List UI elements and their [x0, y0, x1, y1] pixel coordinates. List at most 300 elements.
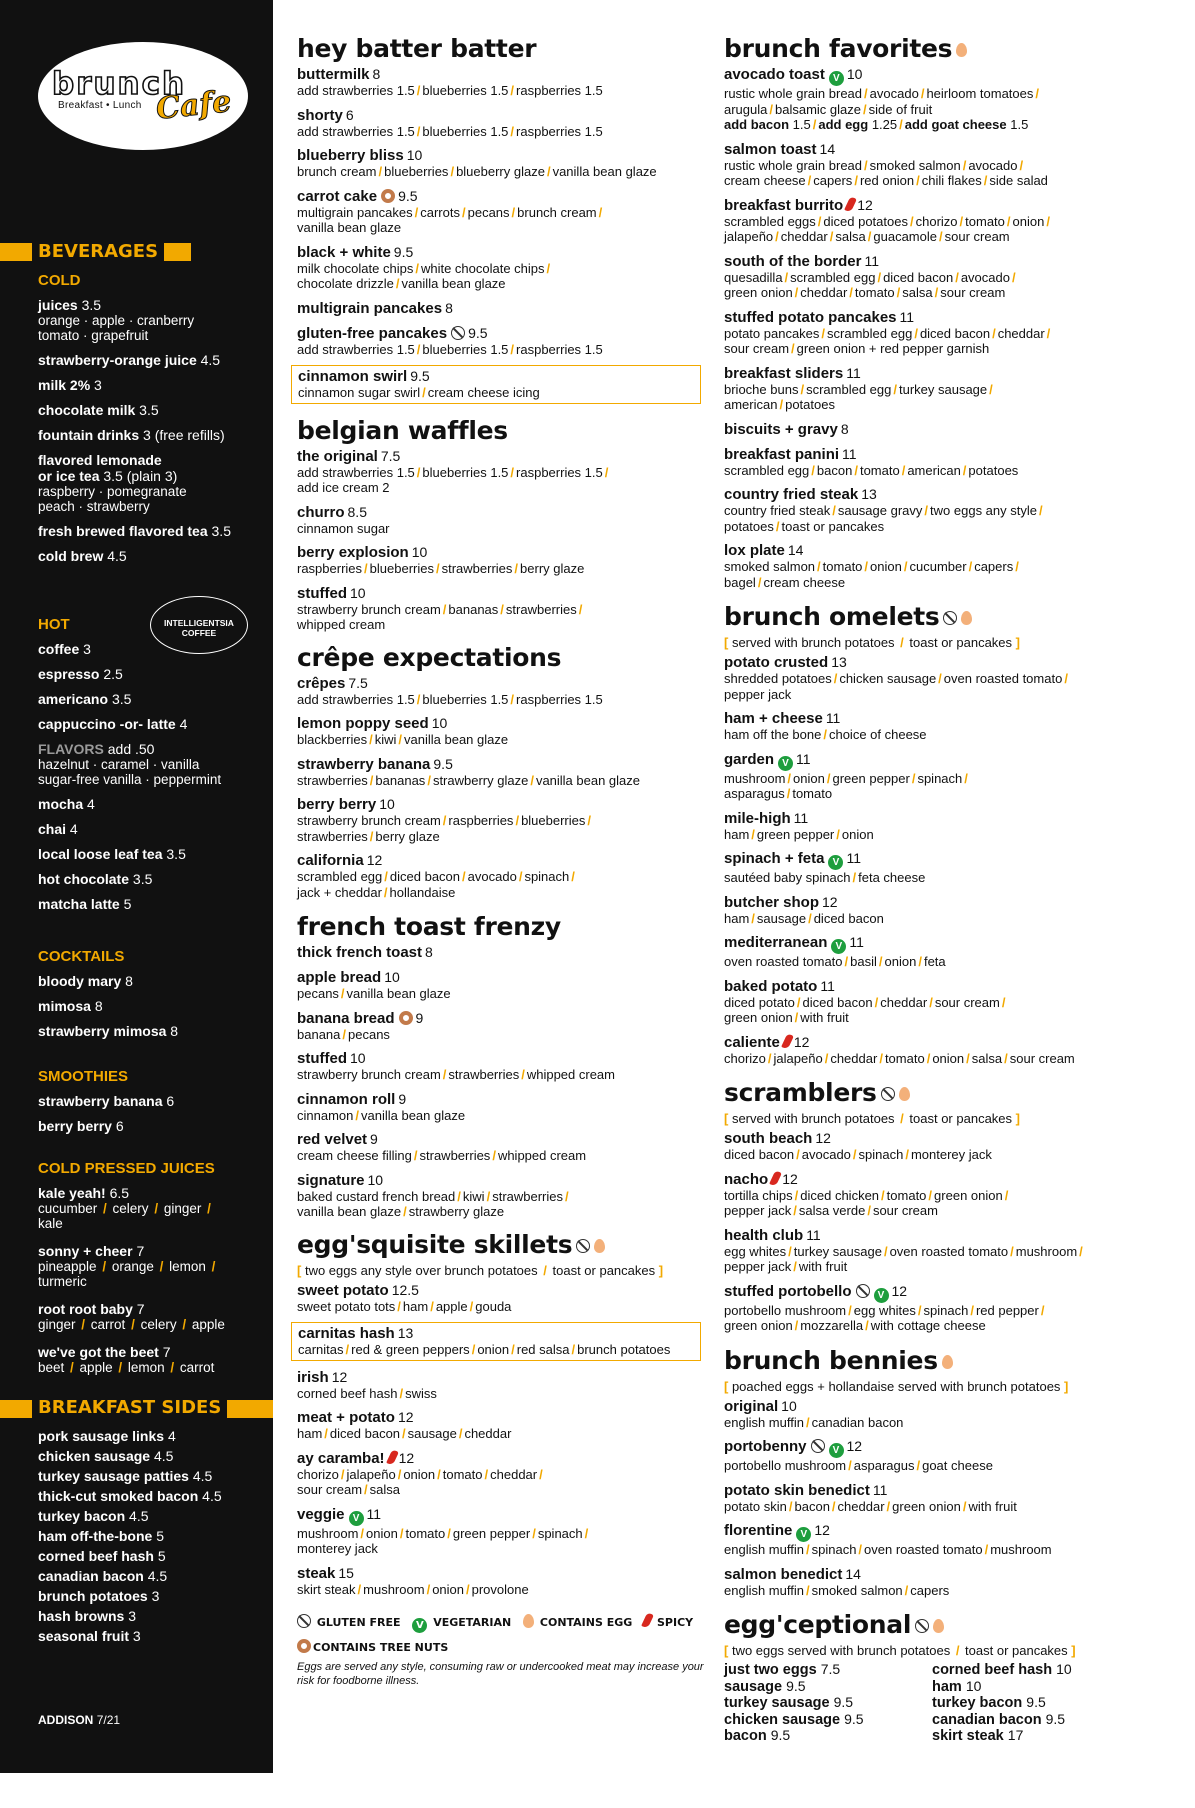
drink-price: 7	[136, 1243, 145, 1259]
item-price: 9	[415, 1009, 424, 1026]
item-price: 10	[431, 715, 448, 731]
separator: /	[127, 1317, 139, 1332]
menu-item	[724, 309, 1119, 357]
separator: /	[826, 770, 831, 786]
menu-item	[724, 421, 1119, 438]
item-name: potato crusted 13	[724, 654, 847, 671]
separator: /	[435, 561, 440, 576]
breakfast-sides-section	[38, 1428, 266, 1648]
separator: /	[867, 1203, 871, 1218]
separator: /	[829, 229, 834, 244]
menu-item	[724, 486, 1119, 534]
item-description: quesadilla / scrambled egg / diced bacon / avocado /	[724, 269, 1016, 285]
menu-item	[297, 1131, 707, 1164]
drink-name: strawberry banana	[38, 1093, 163, 1109]
drink-price: 4	[87, 796, 95, 812]
item-name: caliente 12	[724, 1033, 810, 1051]
drink-price: 4.5	[192, 1468, 213, 1484]
item-price: 9.5	[770, 1727, 791, 1743]
drink-name: brunch potatoes	[38, 1588, 148, 1604]
menu-section	[297, 1228, 707, 1598]
drink-item	[38, 1488, 266, 1504]
menu-item	[297, 448, 707, 496]
item-name: red velvet 9	[297, 1131, 378, 1148]
item-price: 10	[384, 969, 400, 985]
drink-name: corned beef hash	[38, 1548, 154, 1564]
menu-item	[724, 1130, 1119, 1163]
egg-icon	[933, 1619, 944, 1633]
egg-icon	[956, 43, 967, 57]
drink-item	[38, 548, 266, 564]
separator: /	[578, 601, 583, 617]
separator: /	[398, 732, 403, 747]
drink-item	[38, 352, 266, 368]
location-date: ADDISON 7/21	[38, 1713, 121, 1727]
tree-nut-icon	[399, 1011, 413, 1025]
item-price: 13	[861, 486, 877, 502]
separator: /	[427, 772, 431, 788]
item-name: berry explosion 10	[297, 544, 428, 561]
menu-item	[297, 1091, 707, 1124]
separator: /	[1010, 1243, 1014, 1259]
separator: /	[422, 385, 426, 400]
item-description: jalapeño / cheddar / salsa / guacamole / sour cream	[724, 229, 1010, 244]
gluten-free-icon	[811, 1439, 825, 1453]
separator: /	[874, 994, 879, 1010]
separator: /	[511, 204, 516, 220]
drink-desc: raspberry · pomegranate	[38, 484, 187, 499]
item-description: skirt steak / mushroom / onion / provolone	[297, 1581, 529, 1597]
item-name: salmon benedict 14	[724, 1565, 861, 1583]
egg-plate-item: just two eggs 7.5	[724, 1661, 841, 1678]
item-name: south of the border 11	[724, 252, 880, 270]
egg-plate-item: ham 10	[932, 1677, 982, 1695]
item-name: gluten-free pancakes 9.5	[297, 324, 488, 342]
item-description: milk chocolate chips / white chocolate chips /	[297, 260, 551, 276]
separator: /	[77, 1317, 89, 1332]
item-name: south beach 12	[724, 1130, 831, 1147]
item-price: 10	[379, 796, 395, 812]
drink-name: canadian bacon	[38, 1568, 144, 1584]
separator: /	[864, 559, 869, 574]
separator: /	[1064, 671, 1068, 686]
separator: /	[805, 1542, 810, 1557]
egg-plate-item: sausage 9.5	[724, 1677, 806, 1695]
hot-heading: HOT	[38, 616, 70, 633]
drink-price: 3	[128, 1608, 137, 1624]
food-safety-disclaimer: Eggs are served any style, consuming raw or undercooked meat may increase your risk for foodborne illness.	[297, 1661, 704, 1687]
juice-ingredients: kale	[38, 1216, 63, 1231]
separator: /	[920, 86, 925, 101]
spicy-icon	[781, 1033, 794, 1050]
item-price: 13	[831, 654, 847, 670]
menu-item	[724, 751, 1119, 802]
item-description: sweet potato tots / ham / apple / gouda	[297, 1298, 512, 1314]
menu-item	[297, 504, 707, 537]
item-description: multigrain pancakes / carrots / pecans / brunch cream /	[297, 204, 603, 220]
separator: /	[66, 1360, 78, 1375]
item-price: 9.5	[844, 1710, 864, 1727]
drink-desc: peach · strawberry	[38, 499, 150, 514]
item-price: 10	[1056, 1661, 1072, 1677]
item-price: 12	[815, 1130, 831, 1146]
separator: /	[203, 1201, 211, 1216]
juice-ingredients: ginger / carrot / celery / apple	[38, 1317, 225, 1332]
separator: /	[437, 1466, 441, 1482]
egg-plate-item: turkey bacon 9.5	[932, 1694, 1046, 1711]
vegetarian-icon: V	[829, 71, 844, 86]
logo-script: Cafe	[154, 84, 233, 127]
separator: /	[794, 1187, 799, 1203]
tree-nut-icon	[381, 189, 395, 203]
brunch-cafe-logo	[38, 42, 248, 150]
item-description: bagel / cream cheese	[724, 574, 846, 590]
menu-item	[724, 141, 1119, 189]
item-description: scrambled egg / bacon / tomato / american / potatoes	[724, 462, 1019, 478]
separator: /	[598, 204, 603, 220]
separator: /	[1011, 269, 1016, 285]
item-name: mile-high 11	[724, 809, 809, 827]
juice-ingredients: pineapple / orange / lemon /	[38, 1259, 216, 1274]
beverages-title: BEVERAGES	[32, 240, 164, 264]
item-description: egg whites / turkey sausage / oven roasted tomato / mushroom /	[724, 1243, 1083, 1259]
separator: /	[911, 770, 916, 786]
separator: /	[98, 1259, 110, 1274]
smoothies-heading: SMOOTHIES	[38, 1068, 129, 1085]
separator: /	[510, 123, 515, 139]
item-price: 8.5	[347, 503, 367, 520]
drink-name: chocolate milk	[38, 402, 136, 418]
gluten-free-icon	[943, 611, 957, 625]
separator: /	[402, 1426, 406, 1441]
item-description: pecans / vanilla bean glaze	[297, 986, 451, 1001]
drink-item	[38, 691, 266, 707]
item-name: strawberry banana 9.5	[297, 755, 453, 773]
item-name: stuffed portobello V 12	[724, 1282, 908, 1301]
item-description: american / potatoes	[724, 397, 835, 412]
juice-ingredients: beet / apple / lemon / carrot	[38, 1360, 215, 1375]
separator: /	[899, 117, 903, 132]
item-name: veggie V 11	[297, 1505, 382, 1524]
separator: /	[751, 910, 755, 926]
vegetarian-icon: V	[831, 939, 846, 954]
item-name: health club 11	[724, 1226, 821, 1244]
flavors-item: FLAVORS add .50 hazelnut · caramel · vanilla sugar-free vanilla · peppermint	[38, 741, 222, 787]
item-name: salmon toast 14	[724, 140, 836, 158]
gluten-free-icon	[451, 326, 465, 340]
item-description: vanilla bean glaze / strawberry glaze	[297, 1204, 505, 1219]
drink-name: flavored lemonade	[38, 452, 162, 468]
drink-name: strawberry mimosa	[38, 1023, 167, 1039]
separator: /	[399, 1385, 404, 1401]
item-description: mushroom / onion / tomato / green pepper / spinach /	[297, 1525, 589, 1541]
separator: /	[565, 1188, 569, 1204]
drink-name: cold brew	[38, 548, 104, 564]
separator: /	[877, 269, 882, 285]
separator: /	[342, 1026, 347, 1042]
egg-icon	[594, 1239, 605, 1253]
item-name: biscuits + gravy 8	[724, 420, 849, 438]
item-description: oven roasted tomato / basil / onion / feta	[724, 954, 946, 969]
menu-section	[297, 910, 707, 1220]
item-price: 12	[846, 1438, 863, 1454]
item-description: strawberries / berry glaze	[297, 828, 440, 844]
menu-item	[724, 1227, 1119, 1275]
item-price: 11	[872, 1481, 888, 1498]
item-description: asparagus / tomato	[724, 786, 833, 801]
eggceptional-section	[724, 1608, 1119, 1745]
drink-name: sonny + cheer	[38, 1243, 133, 1259]
item-price: 12	[857, 196, 873, 213]
gluten-free-icon	[915, 1619, 929, 1633]
item-name: ay caramba! 12	[297, 1449, 415, 1467]
drink-price: 7	[162, 1344, 171, 1360]
item-description: ham off the bone / choice of cheese	[724, 727, 927, 742]
drink-desc: tomato · grapefruit	[38, 328, 149, 343]
drink-price: 3.5	[211, 523, 231, 539]
item-price: 10	[965, 1677, 982, 1694]
separator: /	[787, 770, 792, 786]
juice-ingredients: cucumber / celery / ginger /	[38, 1201, 211, 1216]
item-name: baked potato 11	[724, 977, 835, 995]
item-price: 8	[425, 944, 433, 960]
separator: /	[934, 285, 939, 300]
separator: /	[514, 561, 519, 576]
drink-item	[38, 1185, 266, 1231]
separator: /	[416, 691, 421, 707]
section-title: brunch favorites	[724, 32, 1119, 66]
item-description: rustic whole grain bread / smoked salmon / avocado /	[724, 157, 1024, 173]
item-name: lemon poppy seed 10	[297, 715, 448, 732]
separator: /	[904, 1582, 909, 1598]
egg-plate-item: canadian bacon 9.5	[932, 1710, 1066, 1728]
separator: /	[821, 325, 826, 341]
item-description: baked custard french bread / kiwi / strawberries /	[297, 1188, 569, 1204]
menu-item	[297, 796, 707, 844]
item-name: banana bread 9	[297, 1009, 424, 1027]
section-title: brunch omelets	[724, 600, 1119, 634]
item-price: 9	[370, 1131, 378, 1147]
gluten-free-icon	[881, 1087, 895, 1101]
separator: /	[397, 1466, 402, 1482]
drink-price: 4	[179, 716, 188, 732]
separator: /	[207, 1259, 216, 1274]
drink-name: seasonal fruit	[38, 1628, 130, 1644]
menu-item	[297, 325, 707, 358]
separator: /	[914, 325, 918, 341]
separator: /	[587, 813, 592, 828]
item-price: 10	[350, 1050, 366, 1066]
item-description: add strawberries 1.5 / blueberries 1.5 / raspberries 1.5	[297, 691, 603, 707]
item-description: strawberries / bananas / strawberry glaze / vanilla bean glaze	[297, 772, 641, 788]
item-description: pepper jack / salsa verde / sour cream	[724, 1203, 938, 1218]
separator: /	[486, 1188, 491, 1204]
separator: /	[858, 1542, 863, 1557]
drink-item	[38, 1344, 266, 1375]
item-name: nacho 12	[724, 1170, 798, 1188]
separator: /	[150, 1201, 162, 1216]
item-price: 7.5	[820, 1661, 841, 1677]
drink-price: 4.5	[202, 1488, 222, 1504]
item-description: country fried steak / sausage gravy / two eggs any style /	[724, 503, 1043, 518]
separator: /	[983, 173, 988, 188]
drink-item	[38, 1608, 266, 1624]
separator: /	[769, 101, 773, 117]
separator: /	[793, 1203, 797, 1218]
separator: /	[901, 462, 906, 478]
drink-item	[38, 998, 266, 1014]
separator: /	[955, 269, 959, 285]
item-name: sweet potato 12.5	[297, 1281, 419, 1299]
separator: /	[852, 870, 857, 885]
separator: /	[584, 1525, 589, 1541]
separator: /	[864, 86, 868, 101]
egg-plate-item: turkey sausage 9.5	[724, 1694, 854, 1711]
separator: /	[442, 1067, 447, 1082]
item-price: 11	[864, 252, 880, 269]
item-name: shorty 6	[297, 106, 354, 124]
cold-pressed-section	[38, 1160, 266, 1387]
separator: /	[775, 518, 780, 534]
menu-item	[724, 1438, 1119, 1474]
separator: /	[521, 1067, 525, 1082]
vegetarian-icon: V	[412, 1618, 427, 1633]
separator: /	[831, 1498, 836, 1514]
drink-item	[38, 1508, 266, 1524]
item-description: potato pancakes / scrambled egg / diced bacon / cheddar /	[724, 325, 1051, 341]
menu-item	[297, 1050, 707, 1083]
separator: /	[1015, 559, 1019, 574]
separator: /	[863, 101, 867, 117]
drink-item	[38, 1118, 266, 1134]
drink-price: 3	[132, 1628, 141, 1644]
allergen-legend: GLUTEN FREE V VEGETARIAN CONTAINS EGG SPICY CONTAINS TREE NUTS	[297, 1613, 707, 1654]
item-description: add ice cream 2	[297, 480, 390, 495]
separator: /	[539, 1262, 551, 1278]
separator: /	[1004, 1050, 1008, 1066]
item-price: 11	[899, 308, 915, 325]
item-description: ham / sausage / diced bacon	[724, 910, 884, 926]
drink-item	[38, 1448, 266, 1464]
menu-item	[724, 1171, 1119, 1219]
item-name: meat + potato 12	[297, 1409, 414, 1426]
separator: /	[788, 1243, 792, 1259]
item-description: potatoes / toast or pancakes	[724, 518, 885, 534]
section-note: [ served with brunch potatoes / toast or pancakes ]	[724, 635, 1020, 650]
vegetarian-icon: V	[349, 1511, 364, 1526]
item-name: california 12	[297, 852, 383, 869]
drink-name: kale yeah!	[38, 1185, 106, 1201]
separator: /	[492, 1148, 496, 1163]
item-description: rustic whole grain bread / avocado / heirloom tomatoes /	[724, 86, 1040, 101]
drink-name: ham off-the-bone	[38, 1528, 153, 1544]
menu-item	[297, 585, 707, 633]
item-price: 7.5	[380, 447, 401, 464]
menu-item	[297, 1369, 707, 1402]
drink-price: 3.5	[111, 691, 132, 707]
separator: /	[800, 381, 805, 397]
menu-item	[297, 147, 707, 180]
item-description: pepper jack	[724, 686, 792, 702]
drink-name: root root baby	[38, 1301, 133, 1317]
intelligentsia-badge: INTELLIGENTSIA COFFEE	[150, 596, 248, 654]
separator: /	[364, 561, 368, 576]
separator: /	[604, 464, 609, 480]
separator: /	[929, 994, 933, 1010]
item-description: add strawberries 1.5 / blueberries 1.5 / raspberries 1.5	[297, 83, 603, 98]
drink-price: 3 (free refills)	[143, 427, 225, 443]
separator: /	[896, 635, 908, 650]
separator: /	[903, 559, 908, 574]
item-price: 8	[840, 420, 849, 437]
drink-name: turkey sausage patties	[38, 1468, 189, 1484]
drink-price: 3.5	[81, 297, 102, 313]
menu-item	[297, 1409, 707, 1442]
drink-price: 6	[115, 1118, 124, 1134]
separator: /	[964, 770, 968, 786]
item-description: english muffin / spinach / oven roasted tomato / mushroom	[724, 1542, 1052, 1557]
separator: /	[511, 1342, 515, 1357]
separator: /	[403, 1204, 407, 1219]
logo-tagline: Breakfast • Lunch	[58, 100, 142, 111]
drink-item	[38, 1428, 266, 1444]
separator: /	[395, 276, 400, 291]
separator: /	[805, 1582, 810, 1598]
separator: /	[844, 954, 849, 969]
item-name: breakfast sliders 11	[724, 364, 861, 382]
separator: /	[788, 1498, 793, 1514]
drink-item	[38, 1548, 266, 1564]
drink-name: juices	[38, 297, 78, 313]
menu-item	[724, 810, 1119, 843]
item-price: 11	[825, 710, 841, 726]
drink-name: fresh brewed flavored tea	[38, 523, 208, 539]
separator: /	[457, 1188, 461, 1204]
drink-name: cappuccino -or- latte	[38, 716, 176, 732]
separator: /	[864, 157, 868, 173]
separator: /	[968, 559, 973, 574]
logo-word: brunch	[52, 66, 187, 102]
drink-item	[38, 846, 266, 862]
drink-name: matcha latte	[38, 896, 120, 912]
separator: /	[952, 1643, 964, 1658]
item-price: 10	[367, 1171, 384, 1188]
item-description: blackberries / kiwi / vanilla bean glaze	[297, 732, 509, 747]
item-description: cream cheese / capers / red onion / chili flakes / side salad	[724, 173, 1048, 188]
drink-name: hash browns	[38, 1608, 125, 1624]
separator: /	[399, 1525, 404, 1541]
item-description: cinnamon / vanilla bean glaze	[297, 1107, 466, 1123]
item-price: 12	[782, 1170, 798, 1187]
separator: /	[1046, 325, 1051, 341]
item-description: chocolate drizzle / vanilla bean glaze	[297, 276, 506, 291]
item-price: 9.5	[786, 1677, 806, 1694]
item-description: brioche buns / scrambled egg / turkey sausage /	[724, 381, 993, 397]
drink-price: 4.5	[129, 1508, 149, 1524]
cocktails-heading: COCKTAILS	[38, 948, 125, 965]
separator: /	[462, 869, 466, 884]
drink-name: mocha	[38, 796, 84, 812]
item-price: 12	[398, 1449, 415, 1466]
item-price: 9.5	[433, 755, 453, 772]
item-price: 11	[820, 977, 835, 994]
separator: /	[817, 213, 822, 229]
drink-item	[38, 871, 266, 887]
item-name: irish 12	[297, 1368, 348, 1386]
menu-section	[297, 32, 707, 404]
separator: /	[878, 954, 883, 969]
item-name: carnitas hash 13	[298, 1325, 414, 1342]
